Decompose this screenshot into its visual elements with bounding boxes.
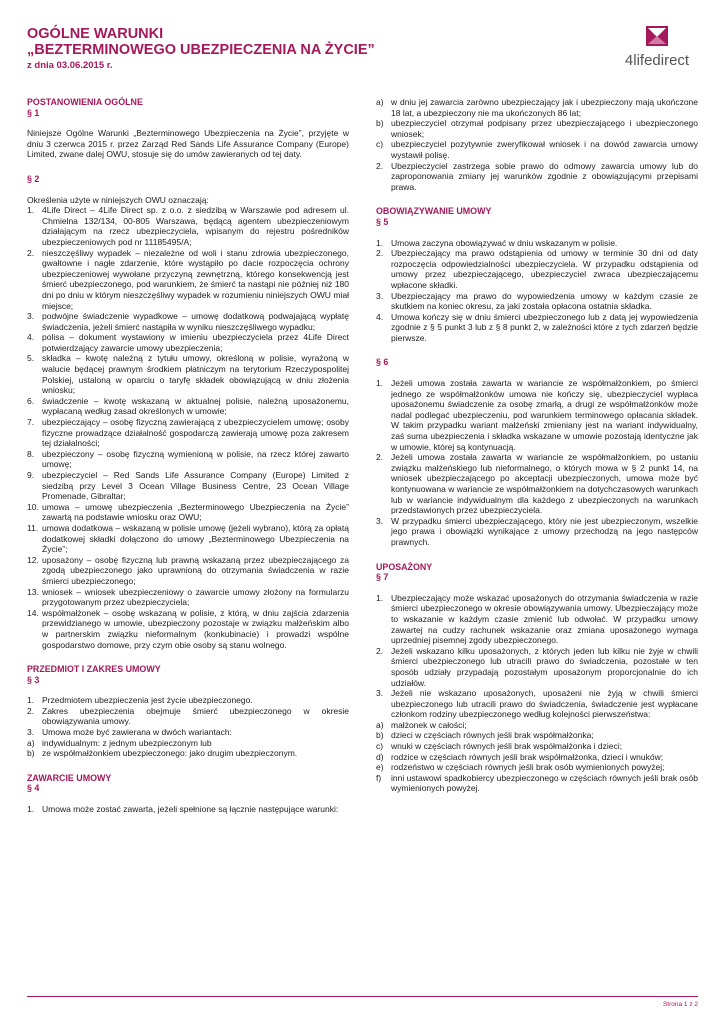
paragraph-number: § 5 — [376, 216, 389, 227]
left-column — [27, 97, 349, 815]
paragraph-number: § 3 — [27, 674, 40, 685]
list-item: 2. Jeżeli umowa została zawarta w wariancie ze współmałżonkiem, po ustaniu związku małżeńskiego lub nieformalnego, o których mowa w § 2 punkt 14, na wniosek ubezpieczającego po akceptacji ubezpieczonych, umowa może być kontynuowana w wariancie ze współmałżonkiem na dotychczasowych warunkach lub w wariancie indywidualnym dla każdego z ubezpieczonych na warunkach przedstawionych przez ubezpieczyciela. — [376, 452, 698, 516]
document-title — [27, 26, 467, 58]
list-item: b) ze współmałżonkiem ubezpieczonego: jako drugim ubezpieczonym. — [27, 748, 298, 759]
list-item: 8. ubezpieczony – osobę fizyczną wymienioną w polisie, na rzecz której zawarto umowę; — [27, 448, 349, 470]
list-item: e) rodzeństwo w częściach równych jeśli brak osób wymienionych powyżej; — [376, 762, 665, 773]
list-item: 6. świadczenie – kwotę wskazaną w aktualnej polisie, należną uposażonemu, wypłacaną według zasad określonych w umowie; — [27, 395, 349, 417]
list-item: c) ubezpieczyciel pozytywnie zweryfikował wniosek i na dowód zawarcia umowy wystawił polisę. — [376, 139, 698, 160]
paragraph-number: § 6 — [376, 357, 389, 368]
list-item: 11. umowa dodatkowa – wskazaną w polisie umowę (jeżeli wybrano), którą za opłatą dodatkowej składki dołączono do umowy „Bezterminowego Ubezpieczenia na Życie”; — [27, 522, 349, 555]
list-item: c) wnuki w częściach równych jeśli brak współmałżonka i dzieci; — [376, 741, 623, 752]
envelope-heart-icon — [612, 24, 702, 54]
list-item: 1. Ubezpieczający może wskazać uposażonych do otrzymania świadczenia w razie śmierci ubezpieczonego w okresie obowiązywania umowy. Ubezpieczający może to wskazanie w każdym czasie zmienić lub odwołać. W przypadku umowy zawartej na cudzy rachunek wskazanie oraz zmiana uposażonego wymaga uprzedniej pisemnej zgody ubezpieczonego. — [376, 592, 698, 646]
brand-logo — [612, 24, 702, 74]
list-item: b) ubezpieczyciel otrzymał podpisany przez ubezpieczającego i ubezpieczonego wniosek; — [376, 118, 698, 139]
list-item: 2. nieszczęśliwy wypadek – niezależne od woli i stanu zdrowia ubezpieczonego, gwałtowne i nagłe zdarzenie, które wystąpiło po dacie rozpoczęcia ochrony ubezpieczeniowej wywołane przyczyną zewnętrzną, którego konsekwencją jest śmierć ubezpieczonego, pod warunkiem, że śmierć ta nastąpi nie później niż 180 dni po dniu w którym nieszczęśliwy wypadek w rozumieniu niniejszych OWU miał miejsce; — [27, 247, 349, 311]
list-item: 1. Umowa może zostać zawarta, jeżeli spełnione są łącznie następujące warunki: — [27, 804, 339, 815]
list-item: 3. W przypadku śmierci ubezpieczającego, który nie jest ubezpieczonym, wszelkie jego prawa i obowiązki wynikające z umowy przechodzą na jego następców prawnych. — [376, 515, 698, 547]
list-item: 4. Umowa kończy się w dniu śmierci ubezpieczonego lub z datą jej wypowiedzenia zgodnie z § 5 punkt 3 lub z § 8 punkt 2, w zależności które z tych zdarzeń będzie pierwsze. — [376, 311, 698, 343]
right-column — [376, 97, 698, 794]
document-date: z dnia 03.06.2015 r. — [27, 60, 113, 71]
section-heading: PRZEDMIOT I ZAKRES UMOWY — [27, 664, 161, 675]
list-item: f) inni ustawowi spadkobiercy ubezpieczonego w częściach równych jeśli brak osób wymienionych powyżej. — [376, 772, 698, 794]
title-line-1: OGÓLNE WARUNKI — [27, 26, 164, 42]
list-item: a) w dniu jej zawarcia zarówno ubezpieczający jak i ubezpieczony mają ukończone 18 lat, a ubezpieczony nie ma ukończonych 86 lat; — [376, 97, 698, 118]
logo-wordmark: 4lifedirect — [624, 52, 690, 69]
list-item: 1. Jeżeli umowa została zawarta w wariancie ze współmałżonkiem, po śmierci jednego ze współmałżonków umowa nie kończy się, ubezpieczyciel wypłaca uposażonemu świadczenie za osobę zmarłą, a drugi ze współmałżonków może nadal podlegać ubezpieczeniu, pod warunkiem terminowego opłacania składek. W takim przypadku wariant małżeński zmieniany jest na wariant indywidualny, zaś suma ubezpieczenia i składka wskazane w umowie pozostają identyczne jak w umowie, której są kontynuacją. — [376, 378, 698, 452]
paragraph-text: Niniejsze Ogólne Warunki „Bezterminowego Ubezpieczenia na Życie”, przyjęte w dniu 3 czerwca 2015 r. przez Zarząd Red Sands Life Assurance Company (Europe) Limited, zwane dalej OWU, stosuje się do umów zawieranych od tej daty. — [27, 128, 349, 160]
list-item: d) rodzice w częściach równych jeśli brak współmałżonka, dzieci i wnuków; — [376, 751, 664, 762]
section-heading: ZAWARCIE UMOWY — [27, 772, 112, 783]
list-item: 2. Zakres ubezpieczenia obejmuje śmierć ubezpieczonego w okresie obowiązywania umowy. — [27, 705, 349, 727]
list-item: 1. Przedmiotem ubezpieczenia jest życie ubezpieczonego. — [27, 695, 253, 706]
list-item: 3. Jeżeli nie wskazano uposażonych, uposażeni nie żyją w chwili śmierci ubezpieczonego lub utracili prawo do świadczenia, świadczenie jest wypłacane członkom rodziny ubezpieczonego według kolejności pierwszeństwa: — [376, 688, 698, 720]
list-item: 3. Umowa może być zawierana w dwóch wariantach: — [27, 727, 232, 738]
list-item: 2. Ubezpieczający ma prawo odstąpienia od umowy w terminie 30 dni od daty rozpoczęcia odpowiedzialności ubezpieczyciela. W przypadku odstąpienia od umowy przez ubezpieczającego, ubezpieczyciel zwraca ubezpieczającemu wpłacone składki. — [376, 248, 698, 290]
footer-divider — [27, 996, 698, 997]
section-heading: UPOSAŻONY — [376, 561, 433, 572]
list-item: 14. współmałżonek – osobę wskazaną w polisie, z którą, w dniu zajścia zdarzenia przewidzianego w umowie, ubezpieczony pozostaje w związku małżeńskim albo w partnerskim związku nieformalnym (konkubinacie) i prowadzi wspólne gospodarstwo domowe, przy czym obie osoby są stanu wolnego. — [27, 607, 349, 650]
paragraph-text: Określenia użyte w niniejszych OWU oznaczają: — [27, 194, 209, 205]
section-heading: POSTANOWIENIA OGÓLNE — [27, 97, 143, 107]
list-item: 1. Umowa zaczyna obowiązywać w dniu wskazanym w polisie. — [376, 237, 618, 248]
list-item: 10. umowa – umowę ubezpieczenia „Bezterminowego Ubezpieczenia na Życie” zawartą na podstawie wniosku oraz OWU; — [27, 501, 349, 523]
paragraph-number: § 1 — [27, 107, 40, 118]
paragraph-number: § 7 — [376, 572, 389, 583]
page-number: Strona 1 z 2 — [662, 1001, 698, 1008]
paragraph-number: § 4 — [27, 783, 40, 794]
list-item: 13. wniosek – wniosek ubezpieczeniowy o zawarcie umowy złożony na formularzu przygotowanym przez ubezpieczyciela; — [27, 586, 349, 608]
section-heading: OBOWIĄZYWANIE UMOWY — [376, 206, 492, 217]
list-item: 4. polisa – dokument wystawiony w imieniu ubezpieczyciela przez 4Life Direct potwierdzający zawarcie umowy ubezpieczenia; — [27, 332, 349, 353]
title-line-2: „BEZTERMINOWEGO UBEZPIECZENIA NA ŻYCIE” — [27, 42, 375, 58]
list-item: 2. Ubezpieczyciel zastrzega sobie prawo do odmowy zawarcia umowy lub do zaproponowania zmiany jej warunków zgodnie z obowiązującymi przepisami prawa. — [376, 160, 698, 192]
list-item: 3. podwójne świadczenie wypadkowe – umowę dodatkową podwajającą wypłatę świadczenia, jeżeli śmierć nastąpiła w wyniku nieszczęśliwego wypadku; — [27, 311, 349, 332]
paragraph-number: § 2 — [27, 173, 40, 184]
list-item: a) indywidualnym: z jednym ubezpieczonym lub — [27, 737, 212, 748]
list-item: 12. uposażony – osobę fizyczną lub prawną wskazaną przez ubezpieczającego za zgodą ubezpieczonego jako uprawnioną do otrzymania świadczenia w razie śmierci ubezpieczonego; — [27, 554, 349, 586]
definitions-list — [27, 205, 349, 650]
list-item: 9. ubezpieczyciel – Red Sands Life Assurance Company (Europe) Limited z siedzibą przy Level 3 Ocean Village Business Centre, 23 Ocean Village Promenade, Gibraltar; — [27, 470, 349, 502]
list-item: 7. ubezpieczający – osobę fizyczną zawierającą z ubezpieczycielem umowę; osoby fizyczne prowadzące działalność gospodarczą zawierają umowę poza zakresem tej działalności; — [27, 417, 349, 449]
list-item: 2. Jeżeli wskazano kilku uposażonych, z których jeden lub kilku nie żyje w chwili śmierci ubezpieczonego lub utracili prawo do świadczenia, pozostałe w ten sposób udziały przypadają pozostałym uposażonym proporcjonalnie do ich udziałów. — [376, 645, 698, 688]
list-item: b) dzieci w częściach równych jeśli brak współmałżonka; — [376, 730, 594, 741]
list-item: 5. składka – kwotę należną z tytułu umowy, określoną w polisie, wyrażoną w walucie będącej prawnym środkiem płatniczym na terytorium Rzeczypospolitej Polskiej, ustaloną w oparciu o taryfę składek obowiązującą w dniu złożenia wniosku; — [27, 353, 349, 396]
list-item: a) małżonek w całości; — [376, 719, 467, 730]
list-item: 1. 4Life Direct – 4Life Direct sp. z o.o. z siedzibą w Warszawie pod adresem ul. Chmielna 132/134, 00-805 Warszawa, będącą agentem ubezpieczeniowym działającym na rzecz ubezpieczyciela, wpisanym do rejestru pośredników ubezpieczeniowych pod nr 11185495/A; — [27, 205, 349, 247]
list-item: 3. Ubezpieczający ma prawo do wypowiedzenia umowy w każdym czasie ze skutkiem na koniec okresu, za jaki została opłacona ostatnia składka. — [376, 290, 698, 312]
